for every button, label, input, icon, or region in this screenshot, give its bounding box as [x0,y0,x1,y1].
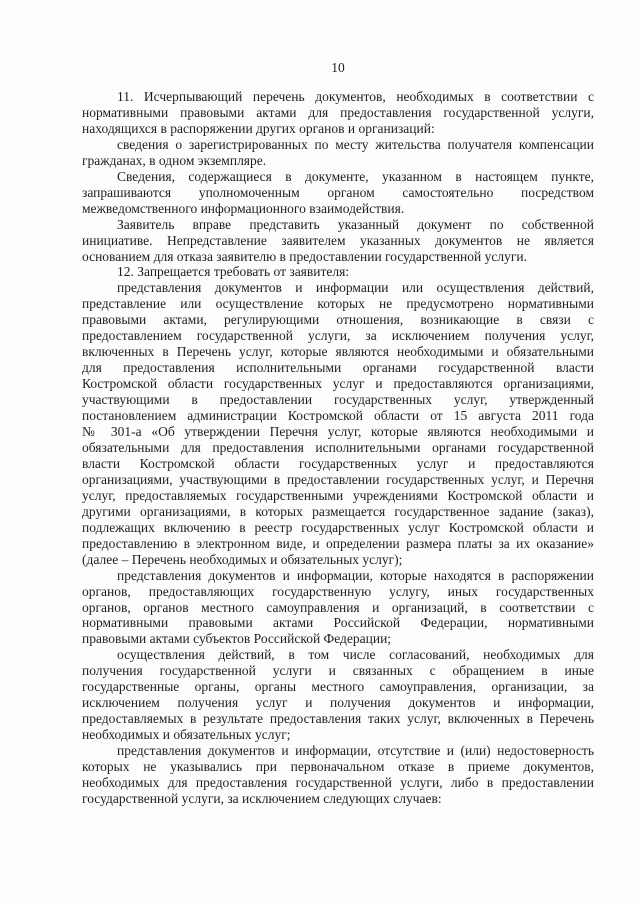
paragraph-line: Сведения, содержащиеся в документе, указанном в настоящем пункте, [117,168,594,184]
paragraph-line: организациями, участвующими в предоставлении государственных услуг, и Перечня [82,471,594,487]
paragraph-line: исключением получения услуг и получения документов и информации, [82,695,594,711]
paragraph-line: правовыми актами, регулирующими отношения, возникающие в связи с [82,312,594,328]
paragraph-prohibited-documents [82,280,594,567]
paragraph-line: предоставлению в электронном виде, и определении размера платы за их оказание» [82,535,594,551]
paragraph-line: получения государственной услуги и связанных с обращением в иные [82,663,594,679]
paragraph-line: представления документов и информации, которые находятся в распоряжении [117,567,594,583]
paragraph-line: 11. Исчерпывающий перечень документов, необходимых в соответствии с [117,89,594,104]
paragraph-line: (далее – Перечень необходимых и обязательных услуг); [82,551,403,567]
paragraph-line: власти Костромской области государственных услуг и предоставляются [82,455,594,471]
paragraph-line: нормативными правовыми актами для предоставления государственной услуги, [82,104,594,120]
paragraph-line: представления документов и информации, отсутствие и (или) недостоверность [117,743,594,759]
paragraph-registration-info [82,137,594,169]
paragraph-line: основанием для отказа заявителю в предоставлении государственной услуги. [82,248,527,264]
paragraph-line: межведомственного информационного взаимодействия. [82,200,405,216]
paragraph-line: правовыми актами субъектов Российской Федерации; [82,631,392,647]
paragraph-line: представления документов и информации или осуществления действий, [117,280,594,296]
paragraph-line: инициативе. Непредставление заявителем указанных документов не является [82,232,594,248]
paragraph-line: обязательными для предоставления исполнительными органами государственной [82,439,594,455]
paragraph-line: включенных в Перечень услуг, которые являются необходимыми и обязательными [82,344,594,360]
paragraph-missing-documents [82,743,594,807]
paragraph-line: Заявитель вправе представить указанный документ по собственной [117,216,594,232]
paragraph-line: предоставляемых в результате предоставления таких услуг, включенных в Перечень [82,711,594,727]
document-body [82,89,594,807]
page-number: 10 [331,60,345,75]
paragraph-line: другими организациями, в которых размещается государственное задание (заказ), [82,503,594,519]
paragraph-line: которых не указывались при первоначальном отказе в приеме документов, [82,759,594,775]
paragraph-line: запрашиваются уполномоченным органом самостоятельно посредством [82,184,594,200]
paragraph-line: осуществления действий, в том числе согласований, необходимых для [117,647,594,663]
paragraph-line: подлежащих включению в реестр государственных услуг Костромской области и [82,519,594,535]
paragraph-line: государственные органы, органы местного самоуправления, организации, за [82,679,594,695]
paragraph-line: органов, органов местного самоуправления и организаций, в соответствии с [82,599,594,615]
paragraph-line: необходимых и обязательных услуг; [82,727,291,743]
paragraph-line: представление или осуществление которых не предусмотрено нормативными [82,296,594,312]
paragraph-line: Костромской области государственных услуг и предоставляются организациями, [82,376,594,392]
paragraph-line: органов, предоставляющих государственную услугу, иных государственных [82,583,594,599]
paragraph-line: государственной услуги, за исключением следующих случаев: [82,790,442,806]
paragraph-line: необходимых для предоставления государственной услуги, либо в предоставлении [82,774,594,790]
paragraph-line: № 301-а «Об утверждении Перечня услуг, которые являются необходимыми и [82,424,594,440]
paragraph-applicant-initiative [82,217,594,265]
paragraph-line: находящихся в распоряжении других органов и организаций: [82,120,435,136]
paragraph-item-11 [82,89,594,137]
paragraph-line: нормативными правовыми актами Российской Федерации, нормативными [82,615,594,631]
paragraph-interagency-request [82,169,594,217]
paragraph-actions-approvals [82,647,594,743]
paragraph-line: услуг, предоставляемых государственными учреждениями Костромской области и [82,487,594,503]
paragraph-documents-in-possession [82,568,594,648]
paragraph-line: для предоставления исполнительными органами государственной власти [82,360,594,376]
paragraph-item-12 [82,264,594,280]
paragraph-line: постановлением администрации Костромской области от 15 августа 2011 года [82,408,594,424]
paragraph-line: 12. Запрещается требовать от заявителя: [117,264,350,280]
paragraph-line: гражданах, в одном экземпляре. [82,152,267,168]
paragraph-line: предоставлением государственной услуги, за исключением получения услуг, [82,328,594,344]
paragraph-line: сведения о зарегистрированных по месту жительства получателя компенсации [117,136,594,152]
paragraph-line: участвующими в предоставлении государственных услуг, утвержденный [82,392,594,408]
